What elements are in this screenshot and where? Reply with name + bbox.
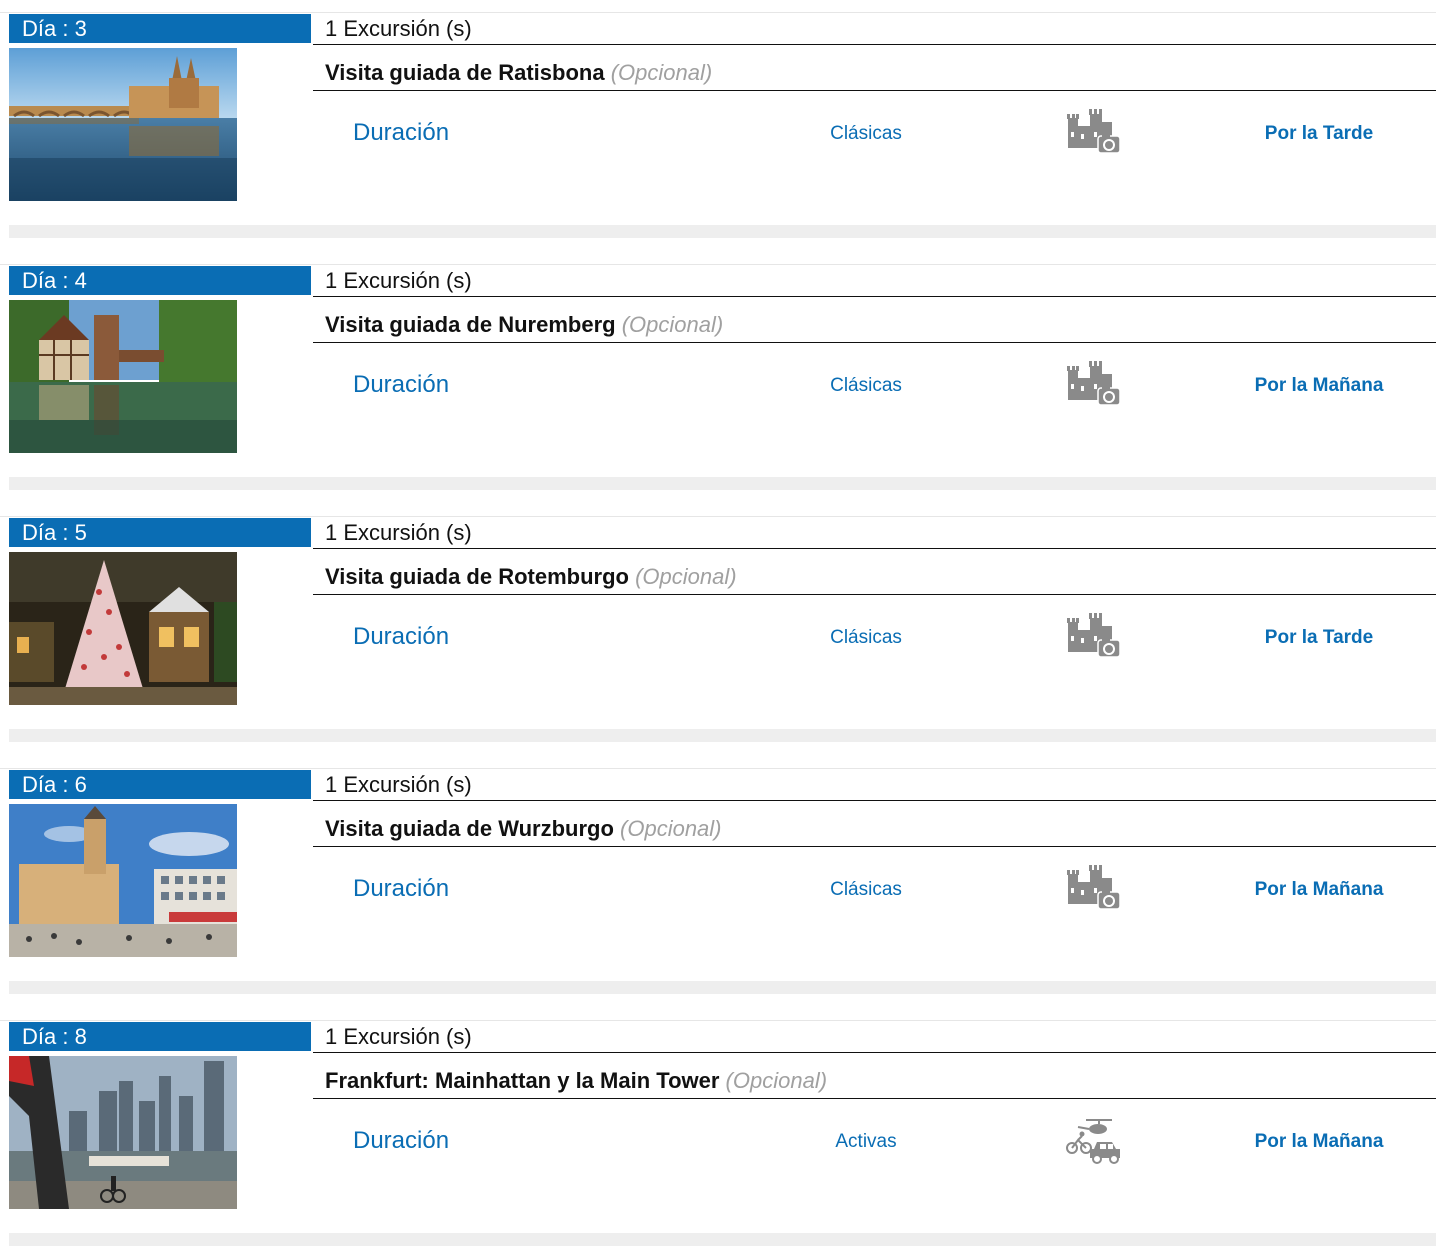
excursion-name[interactable]: Visita guiada de Ratisbona bbox=[325, 60, 605, 85]
divider bbox=[0, 1020, 1436, 1021]
duration-link[interactable]: Duración bbox=[353, 371, 450, 398]
day-block bbox=[0, 516, 1436, 748]
divider bbox=[313, 594, 1436, 595]
optional-label: (Opcional) bbox=[621, 312, 724, 337]
castle-camera-icon bbox=[1064, 360, 1122, 408]
time-of-day: Por la Mañana bbox=[1254, 1131, 1384, 1152]
divider bbox=[0, 768, 1436, 769]
excursion-title[interactable] bbox=[325, 563, 737, 591]
day-label: Día : 6 bbox=[9, 770, 311, 799]
optional-label: (Opcional) bbox=[725, 1068, 828, 1093]
divider bbox=[313, 1052, 1436, 1053]
excursion-photo[interactable] bbox=[9, 804, 237, 957]
castle-camera-icon bbox=[1064, 108, 1122, 156]
excursion-title[interactable] bbox=[325, 59, 712, 87]
divider bbox=[313, 800, 1436, 801]
castle-camera-icon bbox=[1064, 612, 1122, 660]
excursion-title[interactable] bbox=[325, 1067, 827, 1095]
divider bbox=[313, 44, 1436, 45]
divider bbox=[0, 516, 1436, 517]
optional-label: (Opcional) bbox=[620, 816, 722, 841]
category-label: Clásicas bbox=[830, 879, 902, 900]
divider bbox=[313, 342, 1436, 343]
separator-bar bbox=[9, 729, 1436, 742]
excursion-count: 1 Excursión (s) bbox=[325, 1024, 472, 1049]
separator-bar bbox=[9, 225, 1436, 238]
duration-link[interactable]: Duración bbox=[353, 1127, 450, 1154]
divider bbox=[313, 296, 1436, 297]
day-label: Día : 3 bbox=[9, 14, 311, 43]
category-label: Clásicas bbox=[830, 375, 902, 396]
separator-bar bbox=[9, 981, 1436, 994]
excursion-title[interactable] bbox=[325, 311, 723, 339]
separator-bar bbox=[9, 1233, 1436, 1246]
separator-bar bbox=[9, 477, 1436, 490]
category-label: Clásicas bbox=[830, 123, 902, 144]
helicopter-bike-car-icon bbox=[1064, 1116, 1122, 1164]
divider bbox=[313, 548, 1436, 549]
excursion-name[interactable]: Visita guiada de Wurzburgo bbox=[325, 816, 614, 841]
excursion-count: 1 Excursión (s) bbox=[325, 268, 472, 293]
excursion-photo[interactable] bbox=[9, 1056, 237, 1209]
duration-link[interactable]: Duración bbox=[353, 623, 450, 650]
category-label: Activas bbox=[835, 1131, 897, 1152]
day-label: Día : 4 bbox=[9, 266, 311, 295]
excursion-count: 1 Excursión (s) bbox=[325, 16, 472, 41]
time-of-day: Por la Mañana bbox=[1254, 375, 1384, 396]
excursion-name[interactable]: Visita guiada de Rotemburgo bbox=[325, 564, 629, 589]
category-label: Clásicas bbox=[830, 627, 902, 648]
excursion-count: 1 Excursión (s) bbox=[325, 772, 472, 797]
excursion-title[interactable] bbox=[325, 815, 722, 843]
excursion-count: 1 Excursión (s) bbox=[325, 520, 472, 545]
time-of-day: Por la Tarde bbox=[1264, 627, 1374, 648]
day-block bbox=[0, 768, 1436, 1000]
day-block bbox=[0, 1020, 1436, 1252]
divider bbox=[313, 90, 1436, 91]
optional-label: (Opcional) bbox=[635, 564, 737, 589]
excursion-name[interactable]: Visita guiada de Nuremberg bbox=[325, 312, 616, 337]
castle-camera-icon bbox=[1064, 864, 1122, 912]
excursion-photo[interactable] bbox=[9, 552, 237, 705]
time-of-day: Por la Mañana bbox=[1254, 879, 1384, 900]
excursion-photo[interactable] bbox=[9, 48, 237, 201]
excursion-name[interactable]: Frankfurt: Mainhattan y la Main Tower bbox=[325, 1068, 720, 1093]
duration-link[interactable]: Duración bbox=[353, 875, 450, 902]
divider bbox=[0, 264, 1436, 265]
time-of-day: Por la Tarde bbox=[1264, 123, 1374, 144]
divider bbox=[313, 1098, 1436, 1099]
day-block bbox=[0, 12, 1436, 244]
day-label: Día : 5 bbox=[9, 518, 311, 547]
divider bbox=[313, 846, 1436, 847]
optional-label: (Opcional) bbox=[610, 60, 713, 85]
day-block bbox=[0, 264, 1436, 496]
divider bbox=[0, 12, 1436, 13]
duration-link[interactable]: Duración bbox=[353, 119, 450, 146]
day-label: Día : 8 bbox=[9, 1022, 311, 1051]
excursion-photo[interactable] bbox=[9, 300, 237, 453]
